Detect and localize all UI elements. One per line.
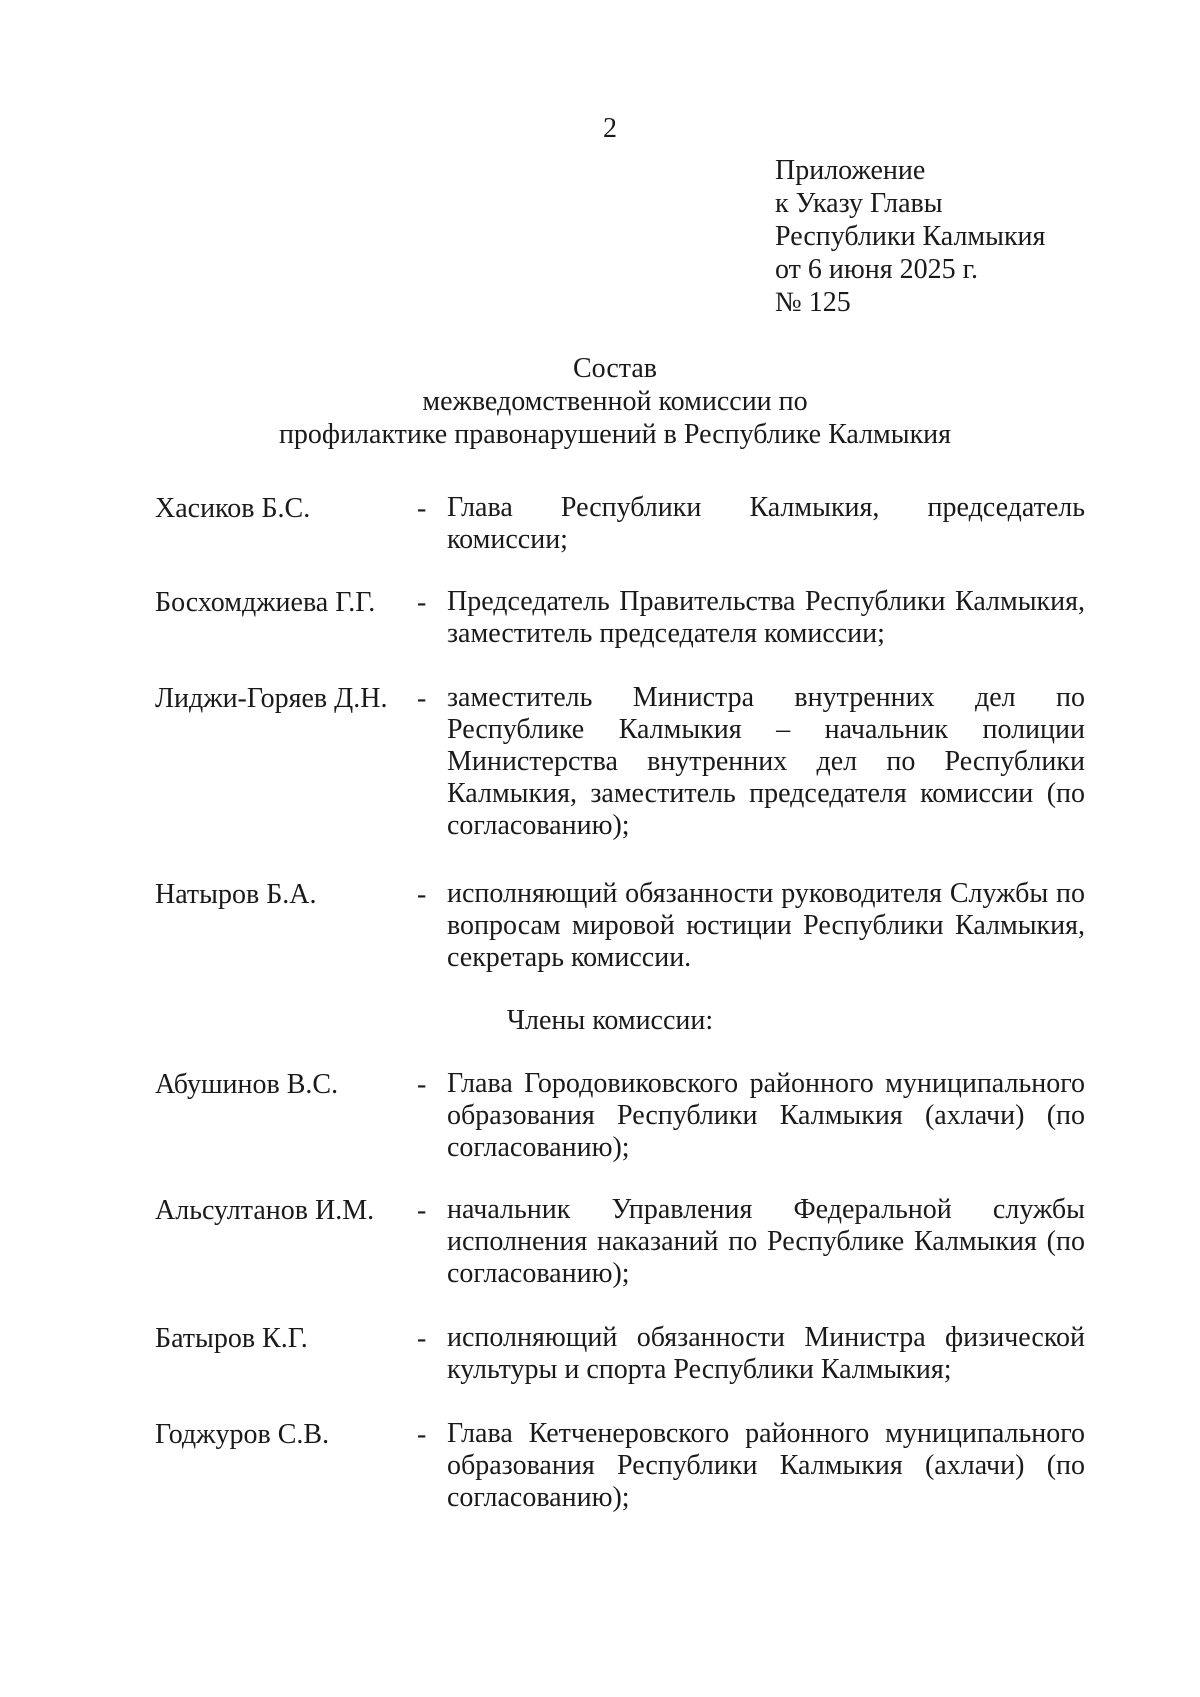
appendix-line: Республики Калмыкия: [775, 221, 1046, 252]
entry-dash: -: [417, 493, 427, 524]
member-name: Хасиков Б.С.: [155, 493, 311, 524]
member-description: Глава Кетченеровского районного муниципального образования Республики Калмыкия (ахлачи) (по согласованию);: [447, 1418, 1085, 1513]
entry-dash: -: [417, 587, 427, 618]
document-title: [150, 352, 1080, 451]
appendix-line: № 125: [775, 287, 851, 318]
title-line: Состав: [572, 353, 658, 384]
member-description: исполняющий обязанности руководителя Службы по вопросам мировой юстиции Республики Калмыкия, секретарь комиссии.: [447, 878, 1085, 973]
appendix-line: к Указу Главы: [775, 188, 943, 219]
entry-dash: -: [417, 1195, 427, 1226]
title-line: межведомственной комиссии по: [422, 386, 808, 417]
appendix-line: Приложение: [775, 155, 926, 186]
roster-entry: [155, 878, 1085, 974]
roster-entry: [155, 492, 1085, 556]
members-heading: Члены комиссии:: [506, 1005, 714, 1036]
member-description: Глава Городовиковского районного муниципального образования Республики Калмыкия (ахлачи) (по согласованию);: [447, 1068, 1085, 1163]
entry-dash: -: [417, 683, 427, 714]
member-name: Годжуров С.В.: [155, 1419, 330, 1450]
member-name: Натыров Б.А.: [155, 879, 317, 910]
appendix-block: [775, 154, 1045, 319]
title-line: профилактике правонарушений в Республике Калмыкия: [278, 419, 952, 450]
entry-dash: -: [417, 1419, 427, 1450]
appendix-line: от 6 июня 2025 г.: [775, 254, 978, 285]
roster-entry: [155, 1322, 1085, 1386]
member-name: Батыров К.Г.: [155, 1323, 308, 1354]
member-description: исполняющий обязанности Министра физической культуры и спорта Республики Калмыкия;: [447, 1322, 1085, 1385]
entry-dash: -: [417, 1069, 427, 1100]
member-description: начальник Управления Федеральной службы исполнения наказаний по Республике Калмыкия (по согласованию);: [447, 1194, 1085, 1289]
roster-entry: [155, 1068, 1085, 1164]
member-description: Председатель Правительства Республики Калмыкия, заместитель председателя комиссии;: [447, 586, 1085, 649]
roster-entry: [155, 682, 1085, 842]
page-number: 2: [603, 113, 617, 144]
member-name: Босхомджиева Г.Г.: [155, 587, 376, 618]
member-name: Альсултанов И.М.: [155, 1195, 375, 1226]
entry-dash: -: [417, 1323, 427, 1354]
member-name: Лиджи-Горяев Д.Н.: [155, 683, 388, 714]
member-description: Глава Республики Калмыкия, председатель комиссии;: [447, 492, 1085, 555]
roster-entry: [155, 1194, 1085, 1290]
entry-dash: -: [417, 879, 427, 910]
member-name: Абушинов В.С.: [155, 1069, 339, 1100]
roster-entry: [155, 586, 1085, 650]
member-description: заместитель Министра внутренних дел по Республике Калмыкия – начальник полиции Министерства внутренних дел по Республики Калмыкия, заместитель председателя комиссии (по согласованию);: [447, 682, 1085, 841]
roster-entry: [155, 1418, 1085, 1514]
